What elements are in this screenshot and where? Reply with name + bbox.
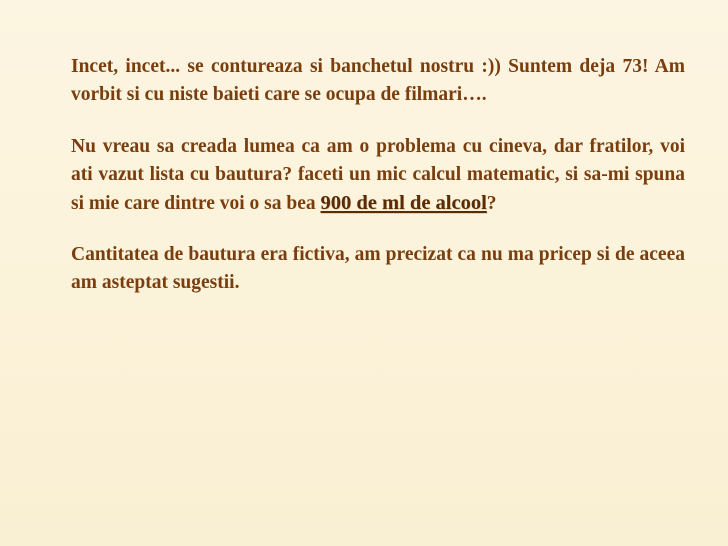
paragraph-drinks-list (71, 133, 685, 218)
question-mark: ? (486, 193, 497, 214)
alcohol-amount-highlight: 900 de ml de alcool (320, 192, 487, 214)
paragraph-banquet-update: Incet, incet... se contureaza si banchetul nostru :)) Suntem deja 73! Am vorbit si cu niste baieti care se ocupa de filmari…. (71, 56, 685, 105)
paragraph-clarification: Cantitatea de bautura era fictiva, am precizat ca nu ma pricep si de aceea am asteptat sugestii. (71, 244, 685, 293)
slide-body (71, 53, 685, 321)
paragraph-drinks-text: Nu vreau sa creada lumea ca am o problema cu cineva, dar fratilor, voi ati vazut lista cu bautura? faceti un mic calcul matematic, si sa-mi spuna si mie care dintre voi o sa bea (71, 136, 685, 214)
